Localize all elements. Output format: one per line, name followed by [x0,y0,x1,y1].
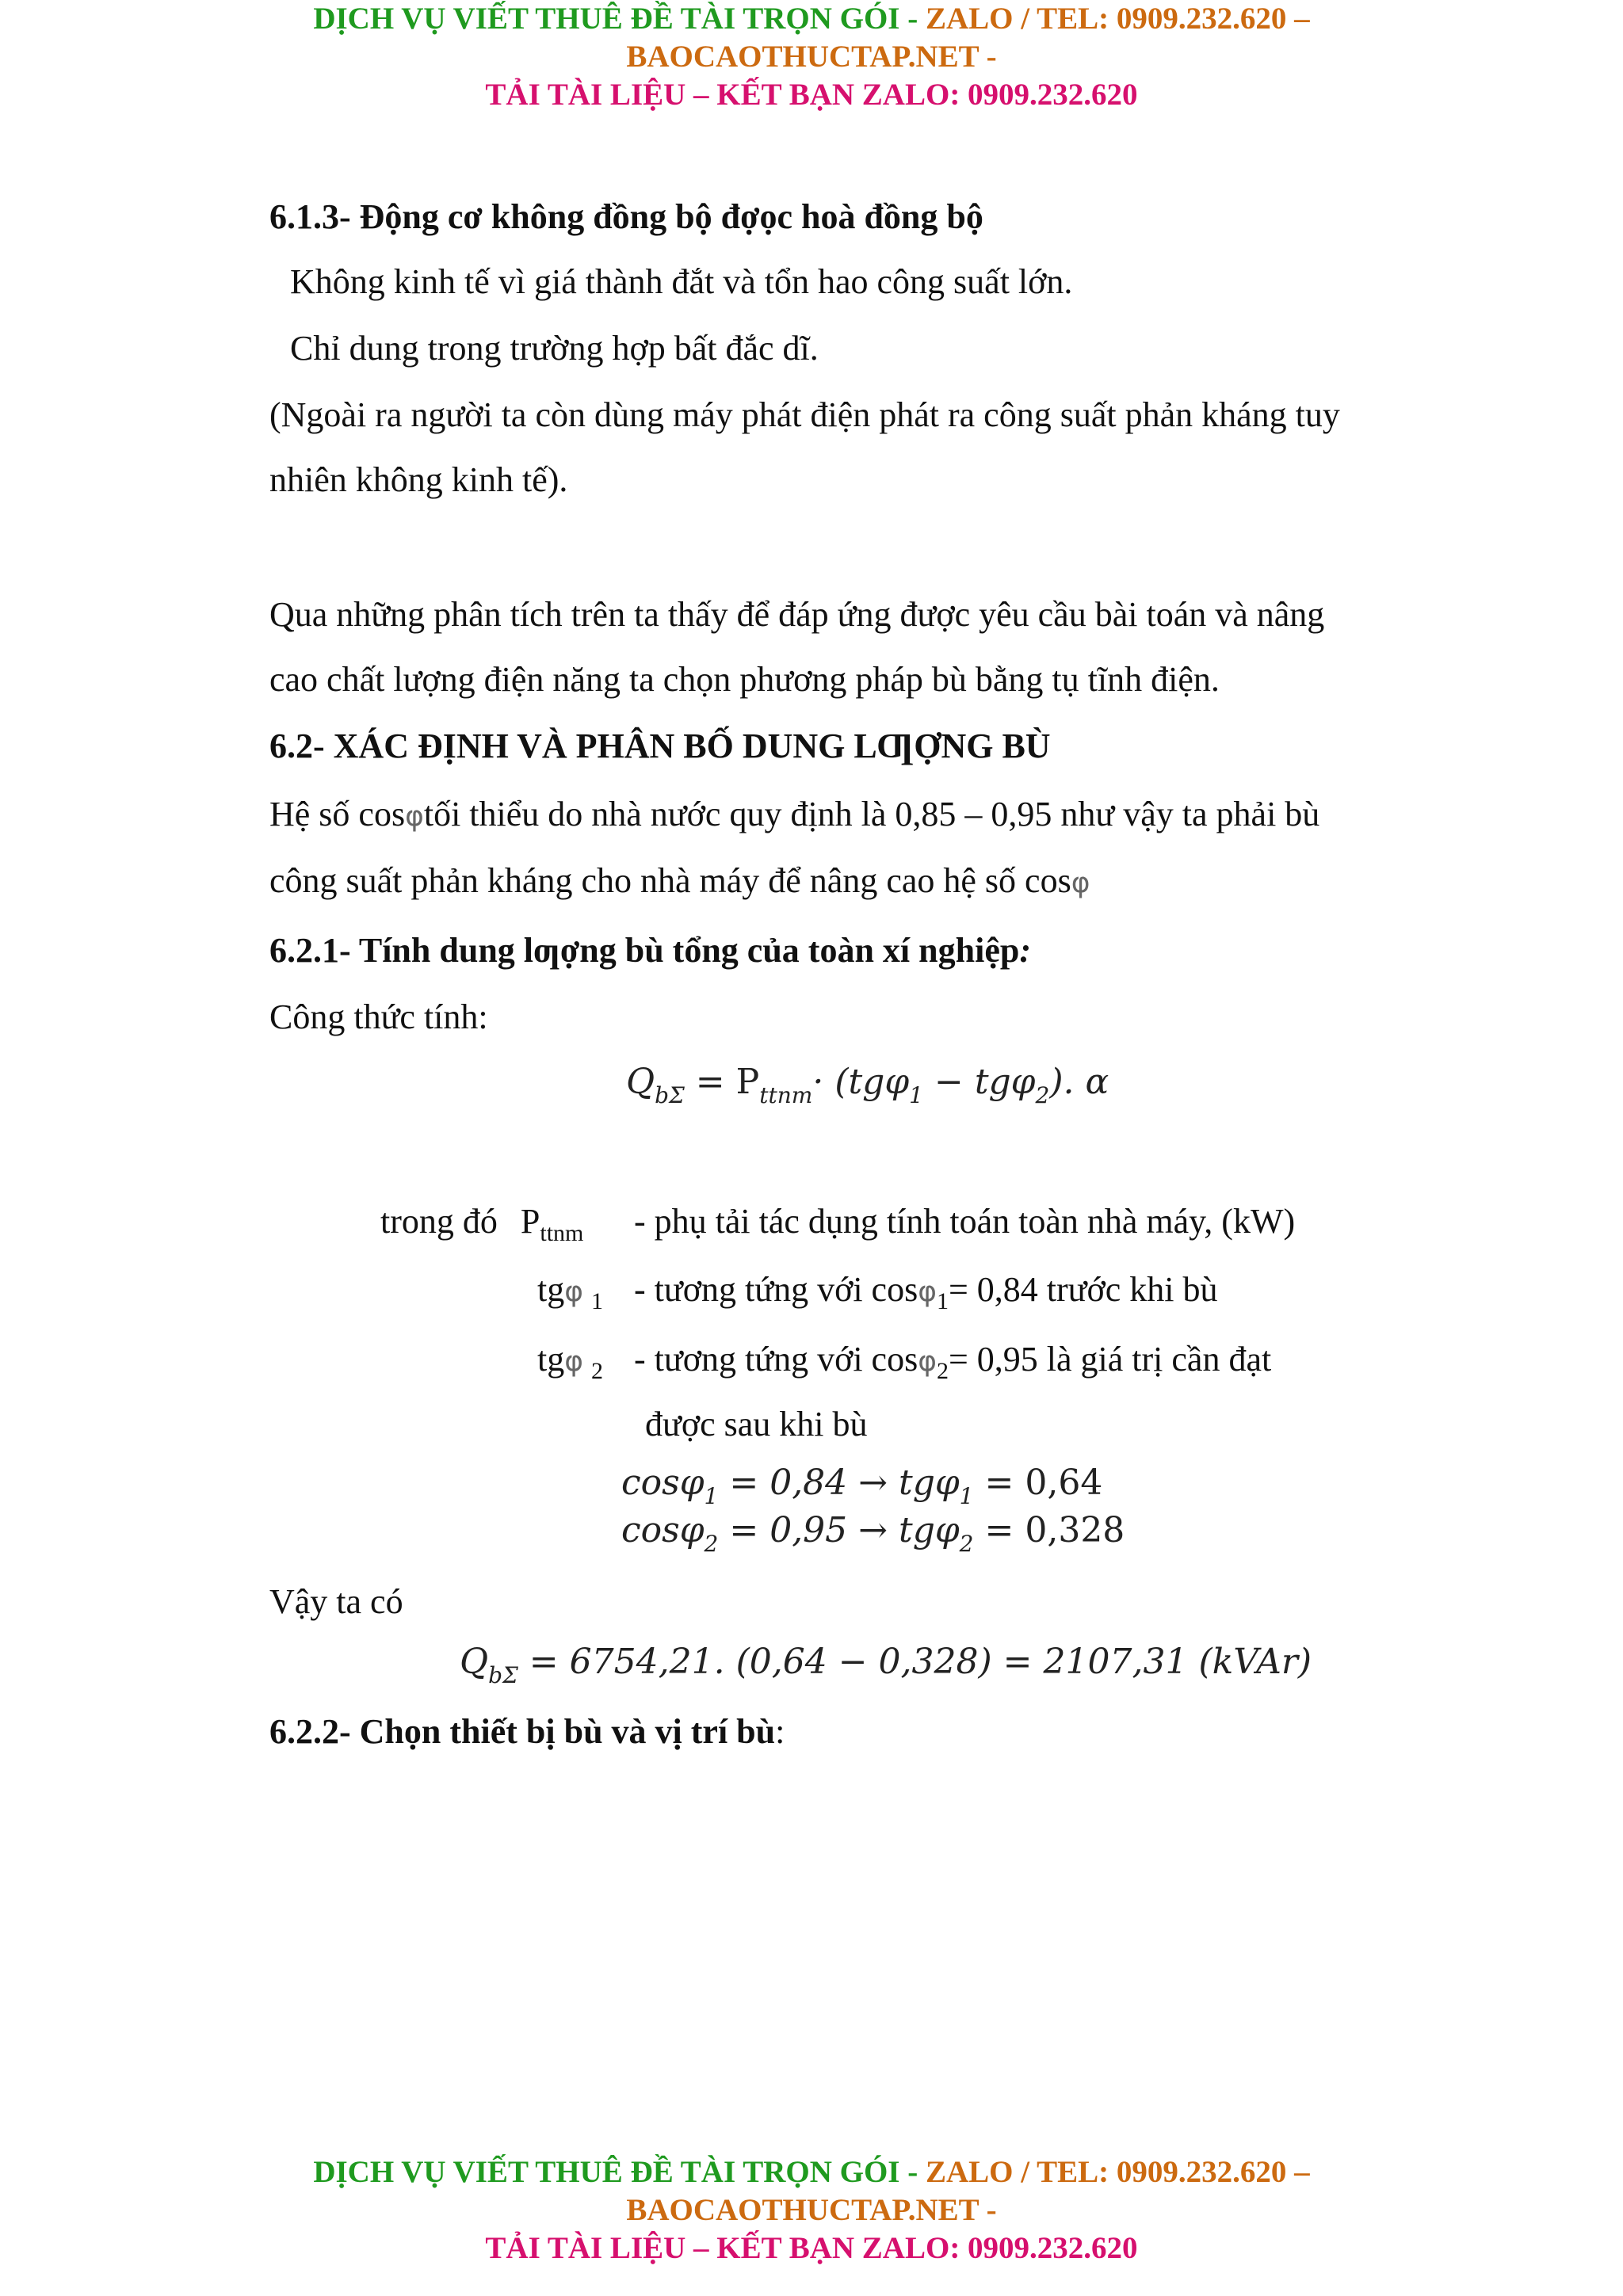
phi-symbol: φ [1071,867,1090,899]
formula-label: Công thức tính: [269,997,488,1036]
formula-cos1: cosφ$_1$ = 0,84 → tgφ$_1$ = 0,64 [621,1463,1103,1509]
where-tg1: tgφ $_1$ [537,1270,603,1314]
paragraph-line: cao chất lượng điện năng ta chọn phương pháp bù bằng tụ tĩnh điện. [269,660,1220,699]
banner-line-1: DỊCH VỤ VIẾT THUÊ ĐỀ TÀI TRỌN GÓI - ZALO / TEL: 0909.232.620 – [313,2155,1310,2189]
paragraph-line: nhiên không kinh tế). [269,460,568,499]
where-intro: trong đó $P_{ttnm}$ [380,1202,584,1246]
phi-symbol: φ [405,800,424,833]
paragraph-line: công suất phản kháng cho nhà máy để nâng cao hệ số cosφ [269,861,1090,900]
paragraph-line: Hệ số cosφtối thiểu do nhà nước quy định là 0,85 – 0,95 như vậy ta phải bù [269,795,1320,833]
where-tg2: tgφ $_2$ [537,1340,603,1384]
banner-line-2: BAOCAOTHUCTAP.NET - [626,40,997,74]
banner-line-3: TẢI TÀI LIỆU – KẾT BẠN ZALO: 0909.232.620 [485,78,1138,112]
banner-line-2: BAOCAOTHUCTAP.NET - [626,2193,997,2227]
paragraph-line: Chỉ dung trong trường hợp bất đắc dĩ. [290,329,819,368]
heading-6-2-2: 6.2.2- Chọn thiết bị bù và vị trí bù: [269,1712,785,1751]
where-tg1-desc: - tương tứng với cosφ$_1$= 0,84 trước khi bù [634,1270,1218,1314]
where-p-desc: - phụ tải tác dụng tính toán toàn nhà máy, (kW) [634,1202,1296,1241]
formula-compensation: $Q_{b\Sigma} = P_{ttnm}\cdot (tg\varphi_1 - tg\varphi_2)$. α [626,1062,1109,1108]
header-banner [0,0,1623,114]
where-tg2-desc: - tương tứng với cosφ$_2$= 0,95 là giá trị cần đạt [634,1340,1272,1384]
formula-result: $Q_{b\Sigma} = 6754,21$. (0,64 − 0,328) = 2107,31 (kVAr) [460,1642,1312,1688]
footer-banner [0,2153,1623,2267]
heading-6-2: 6.2- XÁC ĐỊNH VÀ PHÂN BỐ DUNG LƢỢNG BÙ [269,727,1051,765]
formula-cos2: cosφ$_2$ = 0,95 → tgφ$_2$ = 0,328 [621,1510,1125,1557]
paragraph-line: (Ngoài ra người ta còn dùng máy phát điện phát ra công suất phản kháng tuy [269,395,1340,434]
result-label: Vậy ta có [269,1582,403,1621]
paragraph-line: Qua những phân tích trên ta thấy để đáp ứng được yêu cầu bài toán và nâng [269,595,1325,634]
heading-6-1-3: 6.1.3- Động cơ không đồng bộ đợọc hoà đồng bộ [269,197,983,236]
heading-6-2-1: 6.2.1- Tính dung lƣợng bù tổng của toàn xí nghiệp: [269,931,1031,970]
paragraph-line: Không kinh tế vì giá thành đắt và tổn hao công suất lớn. [290,262,1073,301]
where-tg2-desc-cont: được sau khi bù [645,1405,868,1444]
banner-line-3: TẢI TÀI LIỆU – KẾT BẠN ZALO: 0909.232.620 [485,2231,1138,2265]
banner-line-1: DỊCH VỤ VIẾT THUÊ ĐỀ TÀI TRỌN GÓI - ZALO / TEL: 0909.232.620 – [313,2,1310,36]
